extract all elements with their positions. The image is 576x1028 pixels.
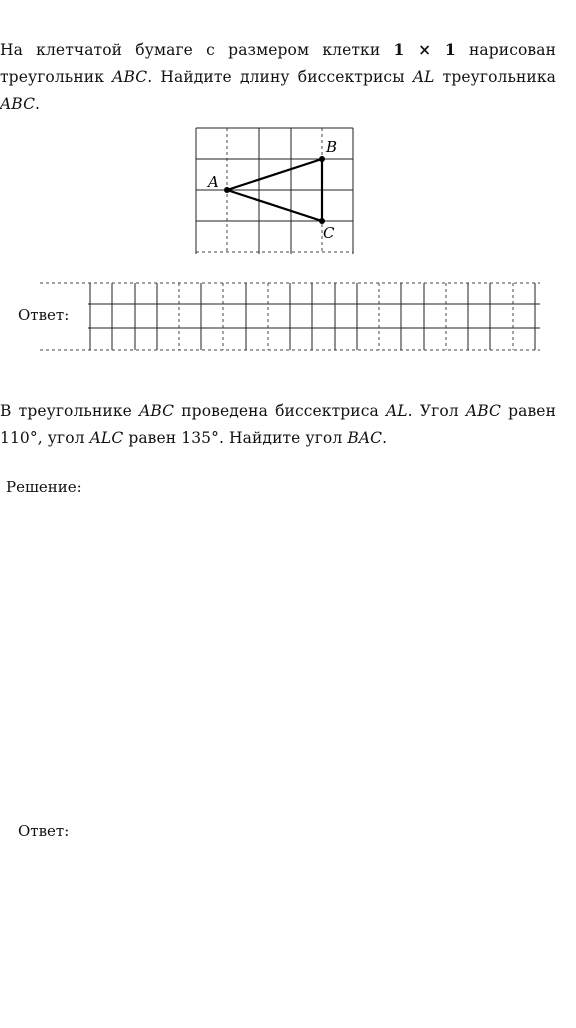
grid-size: 1 × 1 bbox=[393, 40, 456, 59]
answer-1-grid[interactable] bbox=[0, 0, 576, 360]
point-c-label: C bbox=[323, 224, 335, 242]
answer-2-label: Ответ: bbox=[18, 822, 70, 840]
text-fragment: треугольника bbox=[434, 68, 556, 86]
text-fragment: . bbox=[35, 95, 41, 113]
triangle-name: ABC bbox=[0, 95, 36, 113]
text-fragment: В треугольнике bbox=[0, 402, 140, 420]
bisector-name: AL bbox=[412, 68, 435, 86]
answer-1-label: Ответ: bbox=[18, 306, 70, 324]
text-fragment: равен 135°. Найдите угол bbox=[123, 429, 348, 447]
text-fragment: равен 110°, угол bbox=[0, 402, 557, 447]
bisector-name: AL bbox=[385, 402, 408, 420]
problem-2-text bbox=[0, 398, 556, 452]
text-fragment: проведена биссектриса bbox=[174, 402, 386, 420]
text-fragment: . bbox=[382, 429, 388, 447]
text-fragment: . Найдите длину биссектрисы bbox=[147, 68, 413, 86]
solution-label: Решение: bbox=[6, 478, 82, 496]
text-fragment: нарисован треугольник bbox=[0, 41, 557, 86]
point-a-label: A bbox=[208, 173, 219, 191]
angle-name: ABC bbox=[465, 402, 501, 420]
point-b-label: B bbox=[326, 138, 338, 156]
text-fragment: На клетчатой бумаге с размером клетки bbox=[0, 41, 394, 59]
angle-name: ALC bbox=[89, 429, 124, 447]
triangle-name: ABC bbox=[139, 402, 175, 420]
angle-name: BAC bbox=[347, 429, 383, 447]
triangle-name: ABC bbox=[112, 68, 148, 86]
text-fragment: . Угол bbox=[407, 402, 466, 420]
